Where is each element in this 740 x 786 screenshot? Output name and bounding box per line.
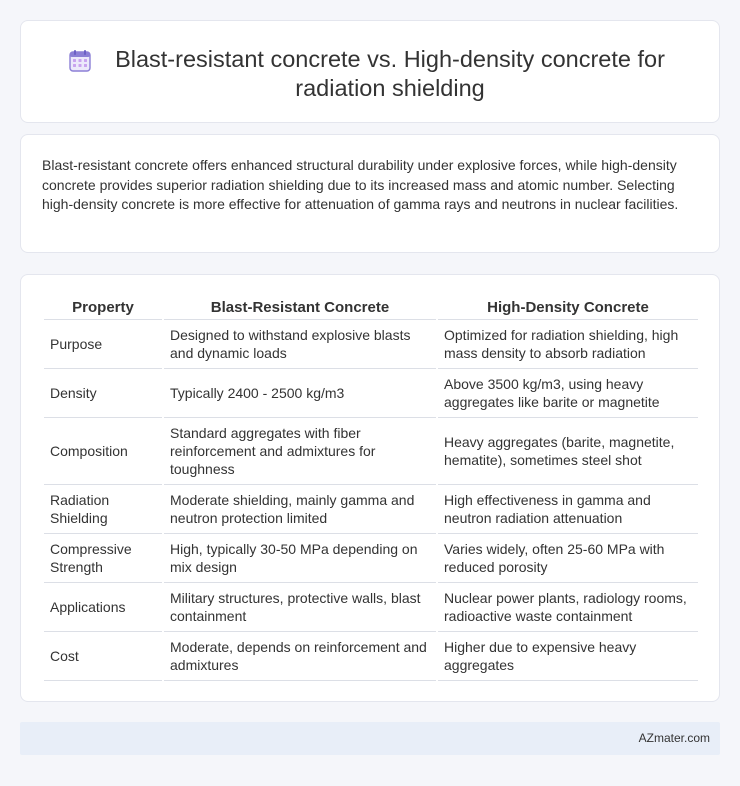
footer-bar (20, 722, 720, 755)
row-blast-value: Standard aggregates with fiber reinforcement and admixtures for toughness (164, 418, 436, 485)
row-density-value: Above 3500 kg/m3, using heavy aggregates like barite or magnetite (438, 369, 698, 418)
row-blast-value: Moderate shielding, mainly gamma and neutron protection limited (164, 485, 436, 534)
table-row (44, 369, 698, 418)
footer-site-name[interactable]: AZmater.com (638, 731, 710, 745)
page-title: Blast-resistant concrete vs. High-density concrete for radiation shielding (115, 46, 665, 101)
row-density-value: Heavy aggregates (barite, magnetite, hematite), sometimes steel shot (438, 418, 698, 485)
row-property: Radiation Shielding (44, 485, 162, 534)
row-blast-value: Typically 2400 - 2500 kg/m3 (164, 369, 436, 418)
row-density-value: Optimized for radiation shielding, high mass density to absorb radiation (438, 320, 698, 369)
header-property: Property (44, 296, 162, 320)
row-density-value: Varies widely, often 25-60 MPa with reduced porosity (438, 534, 698, 583)
header-high-density: High-Density Concrete (438, 296, 698, 320)
row-density-value: Nuclear power plants, radiology rooms, radioactive waste containment (438, 583, 698, 632)
row-blast-value: High, typically 30-50 MPa depending on mix design (164, 534, 436, 583)
table-row (44, 534, 698, 583)
row-density-value: High effectiveness in gamma and neutron radiation attenuation (438, 485, 698, 534)
summary-paragraph: Blast-resistant concrete offers enhanced structural durability under explosive forces, while high-density concrete provides superior radiation shielding due to its increased mass and atomic number. Selecting high-density concrete is more effective for attenuation of gamma rays and neutrons in nuclear facilities. (42, 157, 679, 212)
summary-card (20, 134, 720, 253)
comparison-table-card (20, 274, 720, 702)
title-card (20, 20, 720, 123)
table-header-row (44, 296, 698, 320)
comparison-table (42, 296, 700, 681)
table-row (44, 485, 698, 534)
row-property: Density (44, 369, 162, 418)
table-row (44, 320, 698, 369)
row-property: Compressive Strength (44, 534, 162, 583)
row-blast-value: Designed to withstand explosive blasts and dynamic loads (164, 320, 436, 369)
row-property: Applications (44, 583, 162, 632)
row-property: Composition (44, 418, 162, 485)
row-property: Cost (44, 632, 162, 681)
row-density-value: Higher due to expensive heavy aggregates (438, 632, 698, 681)
table-row (44, 583, 698, 632)
table-row (44, 632, 698, 681)
row-blast-value: Moderate, depends on reinforcement and admixtures (164, 632, 436, 681)
header-blast-resistant: Blast-Resistant Concrete (164, 296, 436, 320)
table-row (44, 418, 698, 485)
row-blast-value: Military structures, protective walls, blast containment (164, 583, 436, 632)
row-property: Purpose (44, 320, 162, 369)
